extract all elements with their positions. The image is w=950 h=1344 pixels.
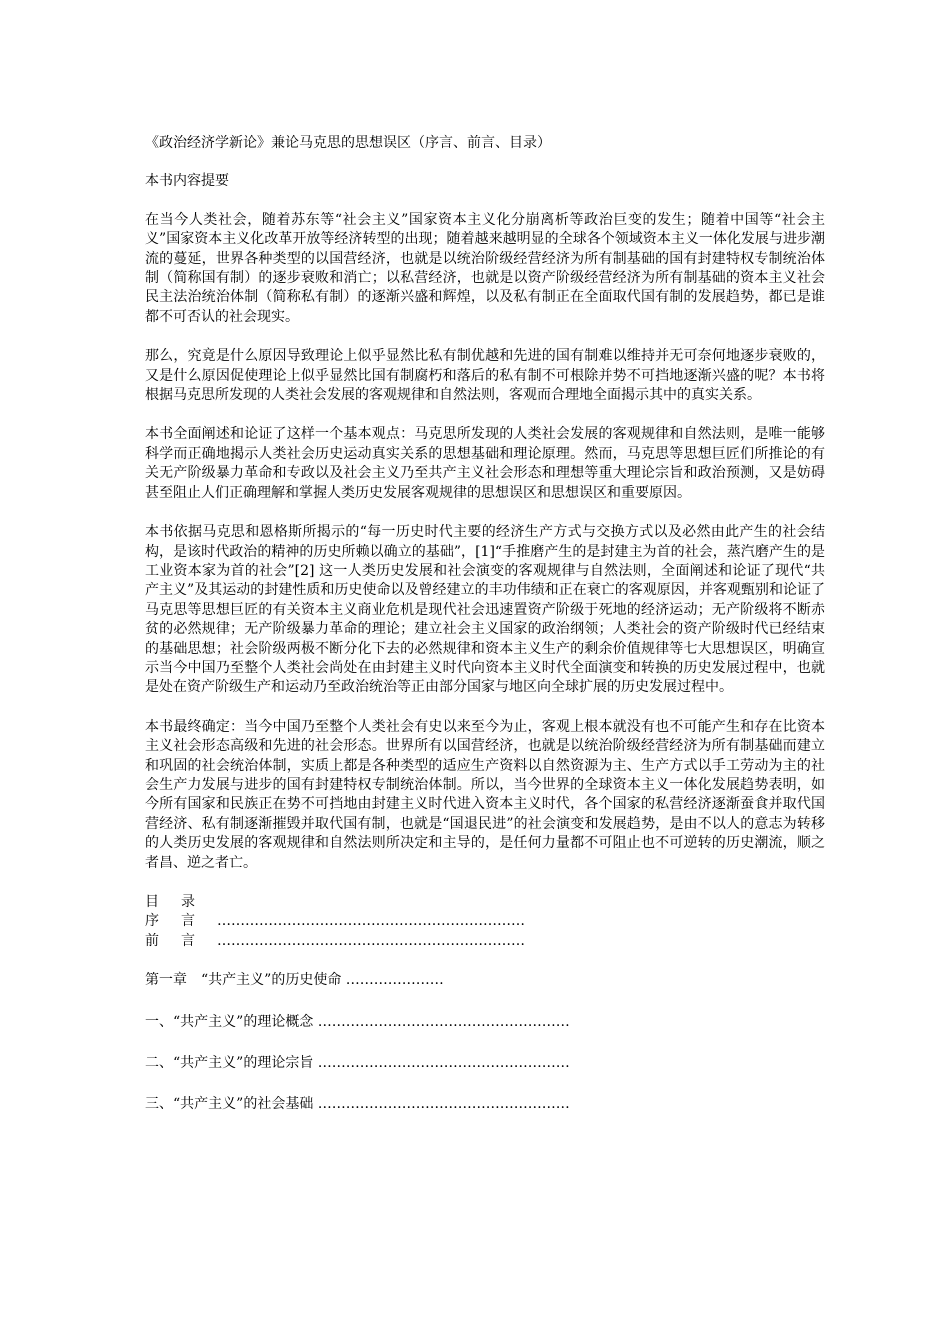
summary-heading: 本书内容提要	[145, 173, 229, 190]
toc-item-char: 前	[145, 932, 159, 949]
paragraph-4: 本书依据马克思和恩格斯所揭示的“每一历史时代主要的经济生产方式与交换方式以及必然由此产生的社会结构，是该时代政治的精神的历史所赖以确立的基础”，[1]“手推磨产生的是封建主为首的社会，蒸汽磨产生的是工业资本家为首的社会”[2] 这一人类历史发展和社会演变的客观规律与自然法则，全面阐述和论证了现代“共产主义”及其运动的封建性质和历史使命以及曾经建立的丰功伟绩和正在衰亡的客观原因，并客观甄别和论证了马克思等思想巨匠的有关资本主义商业危机是现代社会迅速置资产阶级于死地的经济运动；无产阶级将不断赤贫的必然规律；无产阶级暴力革命的理论；建立社会主义国家的政治纲领；人类社会的资产阶级时代已经结束的基础思想；社会阶级两极不断分化下去的必然规律和资本主义生产的剩余价值规律等七大思想误区，明确宣示当今中国乃至整个人类社会尚处在由封建主义时代向资本主义时代全面演变和转换的历史发展过程中，也就是处在资产阶级生产和运动乃至政治统治等正由部分国家与地区向全球扩展的历史发展过程中。	[145, 524, 825, 696]
paragraph-5: 本书最终确定：当今中国乃至整个人类社会有史以来至今为止，客观上根本就没有也不可能产生和存在比资本主义社会形态高级和先进的社会形态。世界所有以国营经济，也就是以统治阶级经营经济为所有制基础而建立和巩固的社会统治体制，实质上都是各种类型的适应生产资料以自然资源为主、生产方式以手工劳动为主的社会生产力发展与进步的国有封建特权专制统治体制。所以，当今世界的全球资本主义一体化发展趋势表明，如今所有国家和民族正在势不可挡地由封建主义时代进入资本主义时代，各个国家的私营经济逐渐蚕食并取代国营经济、私有制逐渐摧毁并取代国有制，也就是“国退民进”的社会演变和发展趋势，是由不以人的意志为转移的人类历史发展的客观规律和自然法则所决定和主导的，是任何力量都不可阻止也不可逆转的历史潮流，顺之者昌、逆之者亡。	[145, 718, 825, 871]
document-page	[145, 134, 825, 1137]
table-of-contents	[145, 893, 825, 951]
toc-chapter-label: 第一章 “共产主义”的历史使命	[145, 972, 342, 989]
toc-heading-char: 目	[145, 894, 159, 910]
toc-leader: ………………………………………………	[317, 1055, 570, 1072]
paragraph-2: 那么，究竟是什么原因导致理论上似乎显然比私有制优越和先进的国有制难以维持并无可奈何地逐步衰败的，又是什么原因促使理论上似乎显然比国有制腐朽和落后的私有制不可根除并势不可挡地逐渐兴盛的呢？本书将根据马克思所发现的人类社会发展的客观规律和自然法则，客观而合理地全面揭示其中的真实关系。	[145, 348, 825, 404]
toc-section-label: 三、“共产主义”的社会基础	[145, 1096, 314, 1113]
toc-section-label: 一、“共产主义”的理论概念	[145, 1013, 314, 1030]
document-title: 《政治经济学新论》兼论马克思的思想误区（序言、前言、目录）	[145, 135, 551, 151]
paragraph-3: 本书全面阐述和论证了这样一个基本观点：马克思所发现的人类社会发展的客观规律和自然法则，是唯一能够科学而正确地揭示人类社会历史运动真实关系的思想基础和理论原理。然而，马克思等思想巨匠们所推论的有关无产阶级暴力革命和专政以及社会主义乃至共产主义社会形态和理想等重大理论宗旨和政治预测，又是妨碍甚至阻止人们正确理解和掌握人类历史发展客观规律的思想误区和思想误区和重要原因。	[145, 426, 825, 501]
toc-leader: …………………………………………………………	[217, 932, 525, 949]
toc-leader: …………………	[345, 972, 444, 989]
toc-section-2[interactable]	[145, 1054, 825, 1073]
toc-leader: ………………………………………………	[317, 1013, 570, 1030]
toc-item-char: 言	[181, 932, 195, 949]
toc-chapter-1[interactable]	[145, 971, 825, 990]
toc-leader: …………………………………………………………	[217, 913, 525, 930]
toc-section-label: 二、“共产主义”的理论宗旨	[145, 1055, 314, 1072]
toc-item-char: 言	[181, 913, 195, 930]
toc-item-char: 序	[145, 913, 159, 930]
toc-section-1[interactable]	[145, 1013, 825, 1032]
paragraph-1: 在当今人类社会，随着苏东等“社会主义”国家资本主义化分崩离析等政治巨变的发生；随着中国等“社会主义”国家资本主义化改革开放等经济转型的出现；随着越来越明显的全球各个领域资本主义一体化发展与进步潮流的蔓延，世界各种类型的以国营经济，也就是以统治阶级经营经济为所有制基础的国有封建特权专制统治体制（简称国有制）的逐步衰败和消亡；以私营经济，也就是以资产阶级经营经济为所有制基础的资本主义社会民主法治统治体制（简称私有制）的逐渐兴盛和辉煌，以及私有制正在全面取代国有制的发展趋势，都已是谁都不可否认的社会现实。	[145, 211, 825, 325]
toc-heading	[145, 893, 825, 912]
toc-item-foreword[interactable]	[145, 932, 825, 951]
toc-section-3[interactable]	[145, 1095, 825, 1114]
toc-item-preface[interactable]	[145, 912, 825, 931]
toc-leader: ………………………………………………	[317, 1096, 570, 1113]
toc-heading-char: 录	[181, 894, 195, 910]
